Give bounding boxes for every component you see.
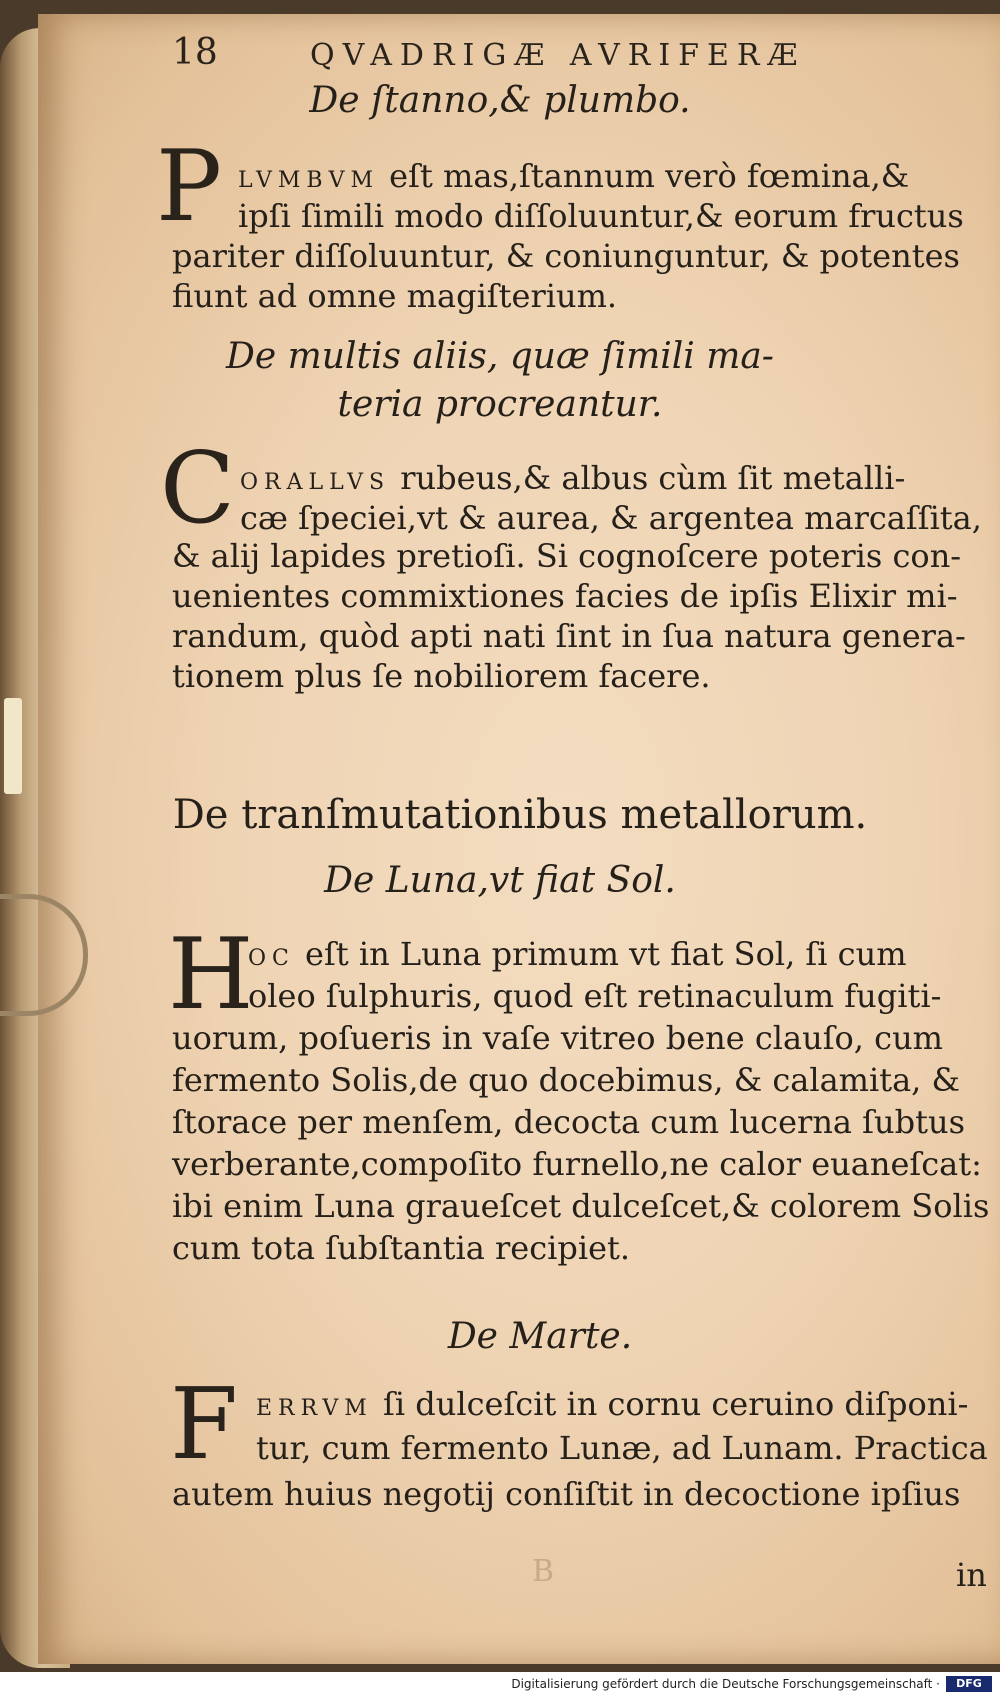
section-heading-luna: De Luna,vt fiat Sol. [324, 860, 676, 901]
main-heading-transmutation: De tranſmutationibus metallorum. [172, 792, 868, 838]
text-line: randum, quòd apti nati ſint in ſua natura genera- [172, 617, 966, 655]
text-line: ipſi ſimili modo diſſoluuntur,& eorum fructus [238, 197, 964, 235]
text-line: uenientes commixtiones facies de ipſis Elixir mi- [172, 577, 958, 615]
paper-tab [4, 698, 22, 794]
lead-caps: ERRVM [256, 1396, 373, 1421]
text-line: tionem plus ſe nobiliorem facere. [172, 657, 711, 695]
text-line: OC eſt in Luna primum vt fiat Sol, ſi cum [248, 935, 907, 973]
lead-caps: LVMBVM [238, 168, 379, 193]
text-line: uorum, poſueris in vaſe vitreo bene clauſo, cum [172, 1019, 944, 1057]
section-heading-multis-cont: teria procreantur. [337, 384, 663, 425]
section-heading-marte: De Marte. [447, 1316, 633, 1357]
text-line: autem huius negotij conſiſtit in decoctione ipſius [172, 1475, 961, 1513]
text-line: cæ ſpeciei,vt & aurea, & argentea marcaſſita, [240, 499, 982, 537]
dropcap-f: F [170, 1368, 238, 1482]
lead-caps: ORALLVS [240, 470, 391, 495]
text-line: fermento Solis,de quo docebimus, & calamita, & [172, 1061, 960, 1099]
section-heading-tin-lead: De ſtanno,& plumbo. [309, 80, 691, 121]
text-line: ibi enim Luna graueſcet dulceſcet,& colorem Solis [172, 1187, 990, 1225]
dropcap-h: H [168, 918, 254, 1032]
text-line: ERRVM ſi dulceſcit in cornu ceruino diſponi- [256, 1385, 969, 1423]
text-line: LVMBVM eſt mas,ſtannum verò fœmina,& [238, 157, 910, 195]
section-heading-multis: De multis aliis, quæ ſimili ma- [226, 336, 774, 377]
text-line: oleo ſulphuris, quod eſt retinaculum fugiti- [248, 977, 942, 1015]
footer-bar [0, 1672, 1000, 1697]
text-line: cum tota ſubſtantia recipiet. [172, 1229, 631, 1267]
lead-caps: OC [248, 946, 295, 971]
signature-mark-bleedthrough: B [532, 1554, 555, 1589]
running-head: QVADRIGÆ AVRIFERÆ [310, 38, 806, 73]
text-line: ſtorace per menſem, decocta cum lucerna ſubtus [172, 1103, 965, 1141]
page-number: 18 [172, 32, 218, 73]
catchword: in [956, 1556, 987, 1594]
text-line: ORALLVS rubeus,& albus cùm ſit metalli- [240, 459, 906, 497]
dropcap-c: C [160, 432, 235, 546]
text-line: & alij lapides pretioſi. Si cognoſcere poteris con- [172, 537, 962, 575]
text-line: verberante,compoſito furnello,ne calor euaneſcat: [172, 1145, 982, 1183]
dfg-logo: DFG [946, 1676, 992, 1692]
dropcap-p: P [156, 130, 222, 244]
text-line: fiunt ad omne magiſterium. [172, 277, 618, 315]
funding-credit: Digitalisierung gefördert durch die Deutsche Forschungsgemeinschaft · [511, 1677, 940, 1691]
text-line: tur, cum fermento Lunæ, ad Lunam. Practica [256, 1429, 988, 1467]
text-line: pariter diſſoluuntur, & coniunguntur, & potentes [172, 237, 960, 275]
